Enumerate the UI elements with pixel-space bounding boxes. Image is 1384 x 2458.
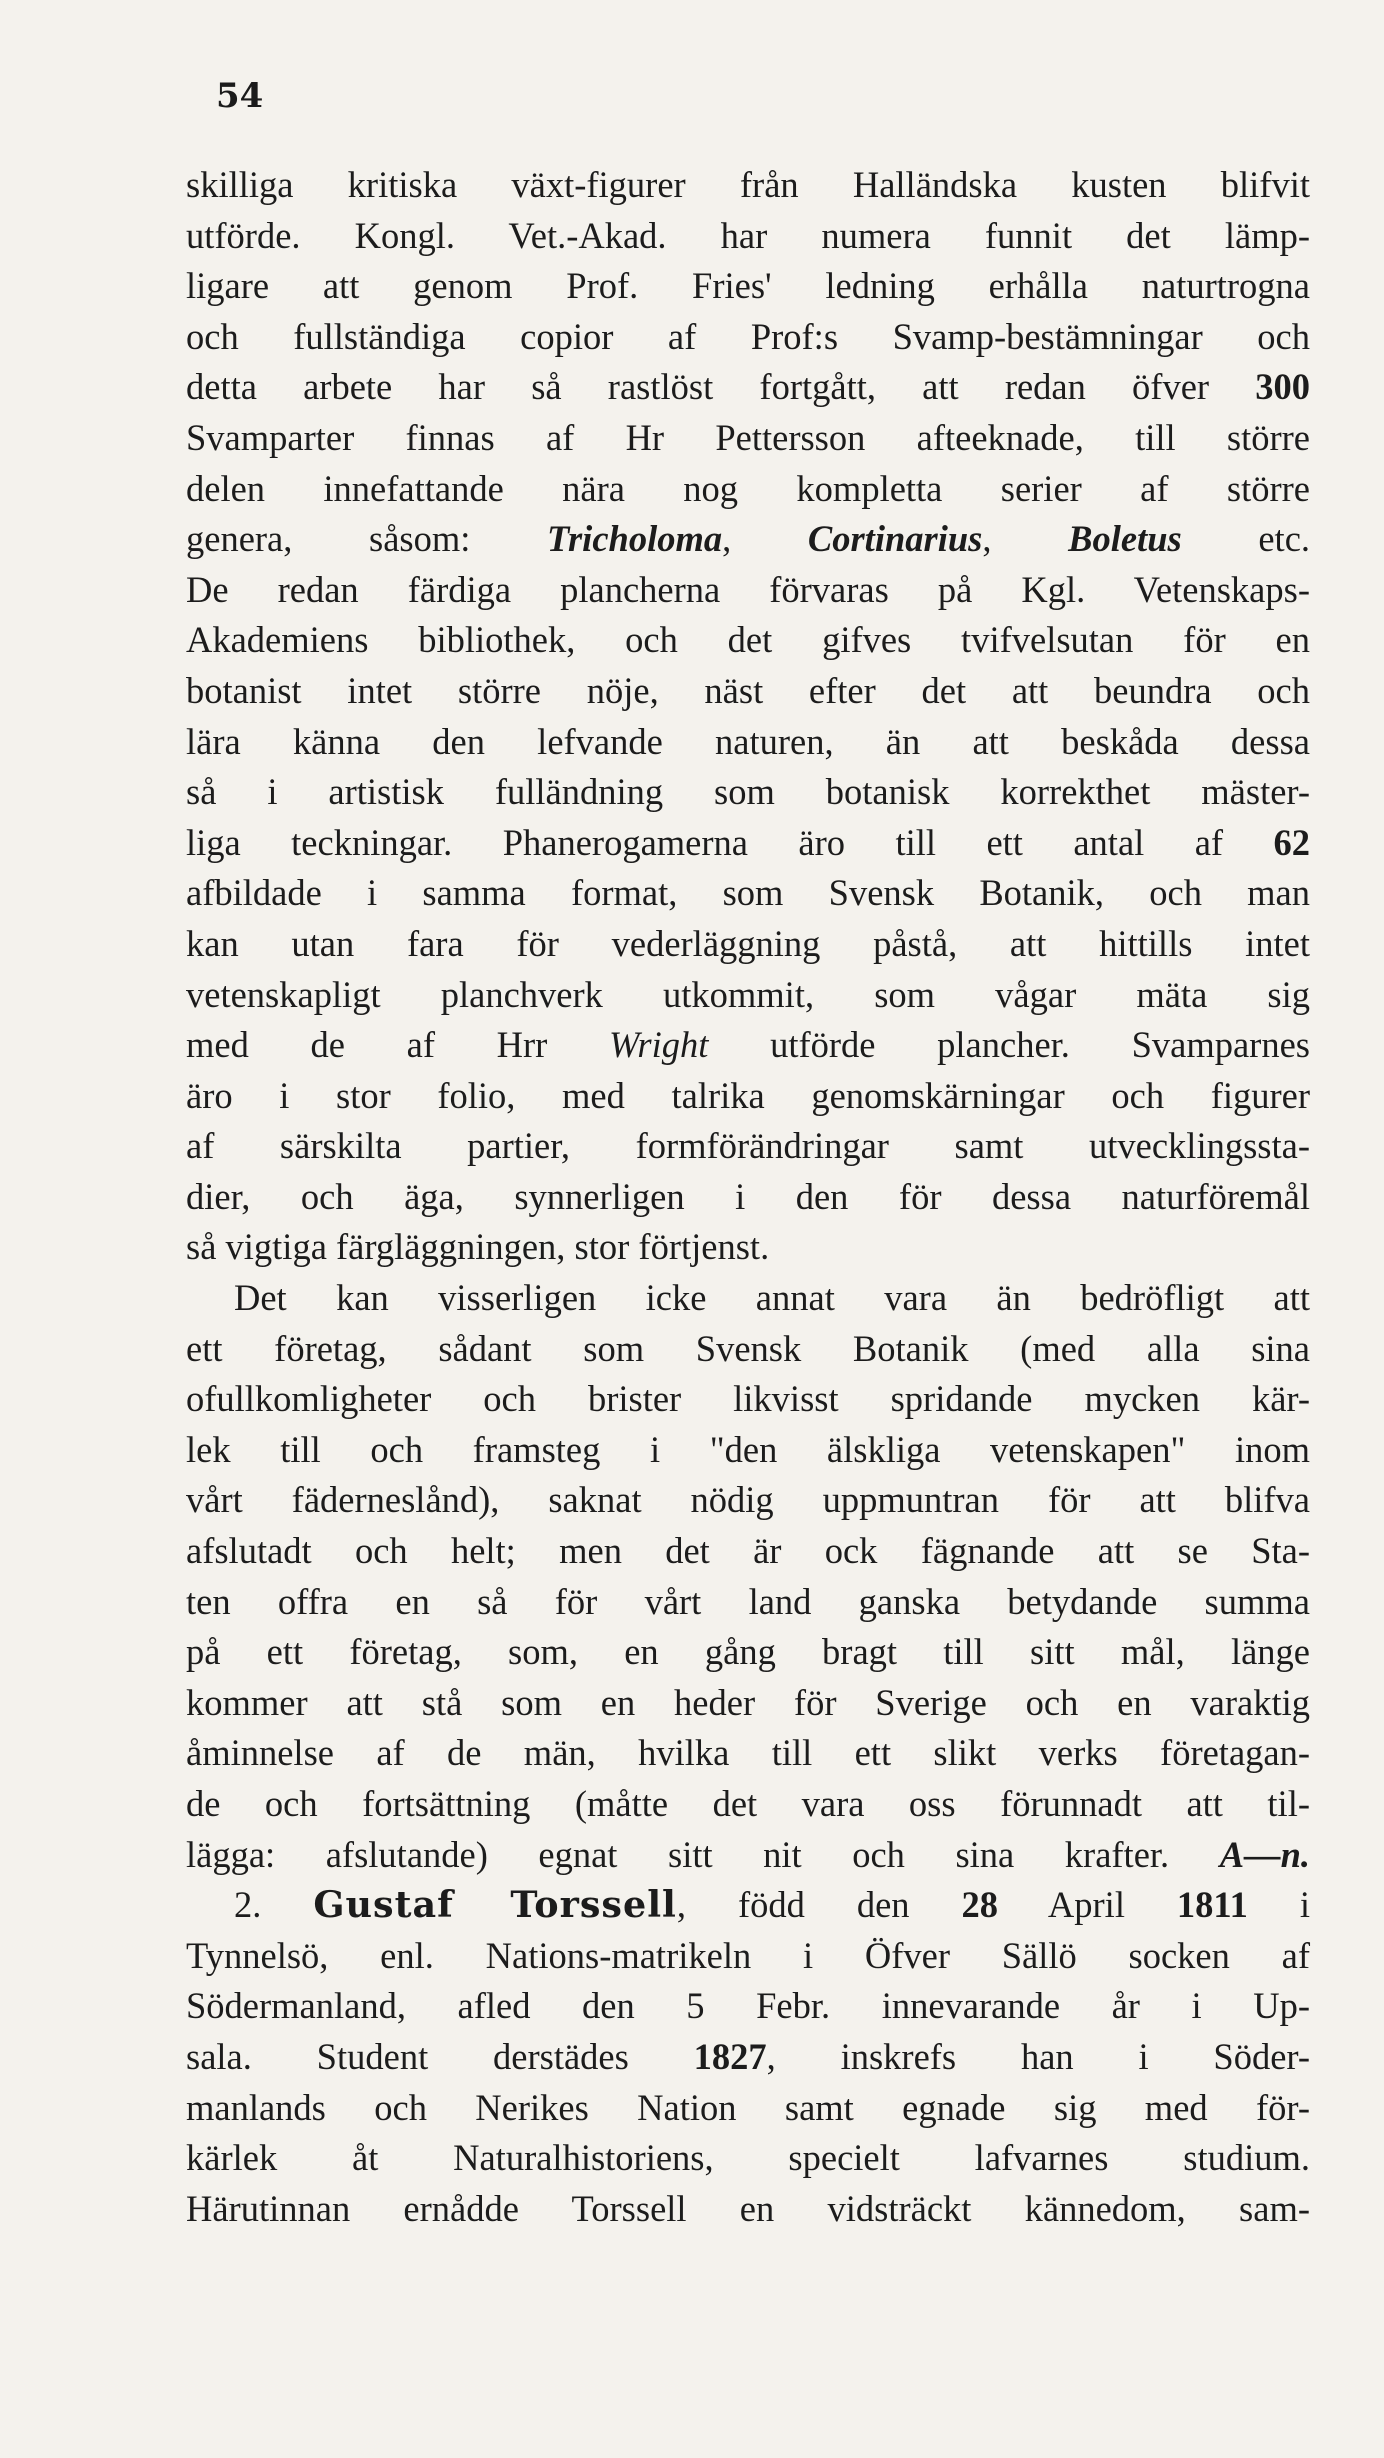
- text-run: sala. Student derstädes: [186, 2035, 694, 2077]
- text-line: äro i stor folio, med talrika genomskärningar och figurer: [186, 1074, 1310, 1116]
- text-line: [186, 514, 1310, 565]
- author-signature: A—n.: [1219, 1833, 1310, 1875]
- text-line: åminnelse af de män, hvilka till ett slikt verks företagan-: [186, 1732, 1310, 1774]
- text-line: utförde. Kongl. Vet.-Akad. har numera funnit det lämp-: [186, 214, 1310, 256]
- text-line: så vigtiga färgläggningen, stor förtjenst.: [186, 1226, 770, 1268]
- text-line: Akademiens bibliothek, och det gifves tvifvelsutan för en: [186, 619, 1310, 661]
- text-line: ten offra en så för vårt land ganska betydande summa: [186, 1580, 1310, 1622]
- text-run: , född den: [676, 1884, 962, 1926]
- text-run: , inskrefs han i Söder-: [766, 2035, 1310, 2077]
- text-line: afslutadt och helt; men det är ock fägnande att se Sta-: [186, 1530, 1310, 1572]
- text-line: [186, 362, 1310, 413]
- text-line: på ett företag, som, en gång bragt till sitt mål, länge: [186, 1631, 1310, 1673]
- text-line: delen innefattande nära nog kompletta serier af större: [186, 467, 1310, 509]
- text-line: ofullkomligheter och brister likvisst spridande mycken kär-: [186, 1378, 1310, 1420]
- number-bold: 62: [1273, 821, 1310, 863]
- number-bold: 1827: [693, 2035, 767, 2077]
- text-line: lära känna den lefvande naturen, än att beskåda dessa: [186, 720, 1310, 762]
- body-text: [186, 160, 1310, 2234]
- number-bold: 300: [1255, 366, 1310, 408]
- text-line: Tynnelsö, enl. Nations-matrikeln i Öfver Sällö socken af: [186, 1934, 1310, 1976]
- text-line: Södermanland, afled den 5 Febr. innevarande år i Up-: [186, 1985, 1310, 2027]
- genus-name: Cortinarius: [807, 518, 983, 560]
- text-line: [186, 2032, 1310, 2083]
- text-run: i: [1247, 1884, 1310, 1926]
- text-line: De redan färdiga plancherna förvaras på Kgl. Vetenskaps-: [186, 568, 1310, 610]
- text-line: kärlek åt Naturalhistoriens, specielt lafvarnes studium.: [186, 2137, 1310, 2179]
- text-line: vetenskapligt planchverk utkommit, som vågar mäta sig: [186, 973, 1310, 1015]
- text-line: kommer att stå som en heder för Sverige och en varaktig: [186, 1681, 1310, 1723]
- text-line: dier, och äga, synnerligen i den för dessa naturföremål: [186, 1175, 1310, 1217]
- text-line: [186, 818, 1310, 869]
- text-line: manlands och Nerikes Nation samt egnade sig med för-: [186, 2086, 1310, 2128]
- text-line: lek till och framsteg i "den älskliga vetenskapen" inom: [186, 1428, 1310, 1470]
- genus-name: Tricholoma: [547, 518, 723, 560]
- number-bold: 1811: [1176, 1884, 1248, 1926]
- text-line: Svamparter finnas af Hr Pettersson afteeknade, till större: [186, 416, 1310, 458]
- text-run: detta arbete har så rastlöst fortgått, att redan öfver: [186, 366, 1256, 408]
- text-line: [186, 1830, 1310, 1881]
- text-line: botanist intet större nöje, näst efter det att beundra och: [186, 669, 1310, 711]
- text-line: och fullständiga copior af Prof:s Svamp-bestämningar och: [186, 315, 1310, 357]
- text-line: Det kan visserligen icke annat vara än bedröfligt att: [234, 1277, 1310, 1319]
- text-run: utförde plancher. Svamparnes: [708, 1024, 1310, 1066]
- genus-name: Boletus: [1068, 518, 1182, 560]
- number-bold: 28: [961, 1884, 998, 1926]
- section-heading-line: [186, 1880, 1310, 1931]
- text-line: [186, 1020, 1310, 1071]
- text-run: genera, såsom:: [186, 518, 548, 560]
- text-line: ett företag, sådant som Svensk Botanik (med alla sina: [186, 1327, 1310, 1369]
- person-name: Wright: [609, 1024, 709, 1066]
- text-run: 2.: [234, 1884, 314, 1926]
- text-line: ligare att genom Prof. Fries' ledning erhålla naturtrogna: [186, 265, 1310, 307]
- text-line: de och fortsättning (måtte det vara oss förunnadt att til-: [186, 1783, 1310, 1824]
- text-run: med de af Hrr: [186, 1024, 610, 1066]
- page-number: 54: [216, 76, 264, 116]
- text-run: etc.: [1181, 518, 1311, 560]
- text-run: ,: [982, 518, 1069, 560]
- text-line: af särskilta partier, formförändringar samt utvecklingssta-: [186, 1125, 1310, 1167]
- text-run: liga teckningar. Phanerogamerna äro till ett antal af: [186, 821, 1274, 863]
- text-run: lägga: afslutande) egnat sitt nit och sina krafter.: [186, 1833, 1220, 1875]
- text-line: vårt fäderneslånd), saknat nödig uppmuntran för att blifva: [186, 1479, 1310, 1521]
- text-line: så i artistisk fulländning som botanisk korrekthet mäster-: [186, 771, 1310, 813]
- text-line: skilliga kritiska växt-figurer från Halländska kusten blifvit: [186, 164, 1310, 205]
- text-line: kan utan fara för vederläggning påstå, att hittills intet: [186, 922, 1310, 964]
- biography-name: Gustaf Torssell: [313, 1883, 677, 1927]
- text-line: Härutinnan ernådde Torssell en vidsträckt kännedom, sam-: [186, 2187, 1310, 2229]
- text-line: afbildade i samma format, som Svensk Botanik, och man: [186, 872, 1310, 914]
- text-run: April: [997, 1884, 1177, 1926]
- text-run: ,: [722, 518, 808, 560]
